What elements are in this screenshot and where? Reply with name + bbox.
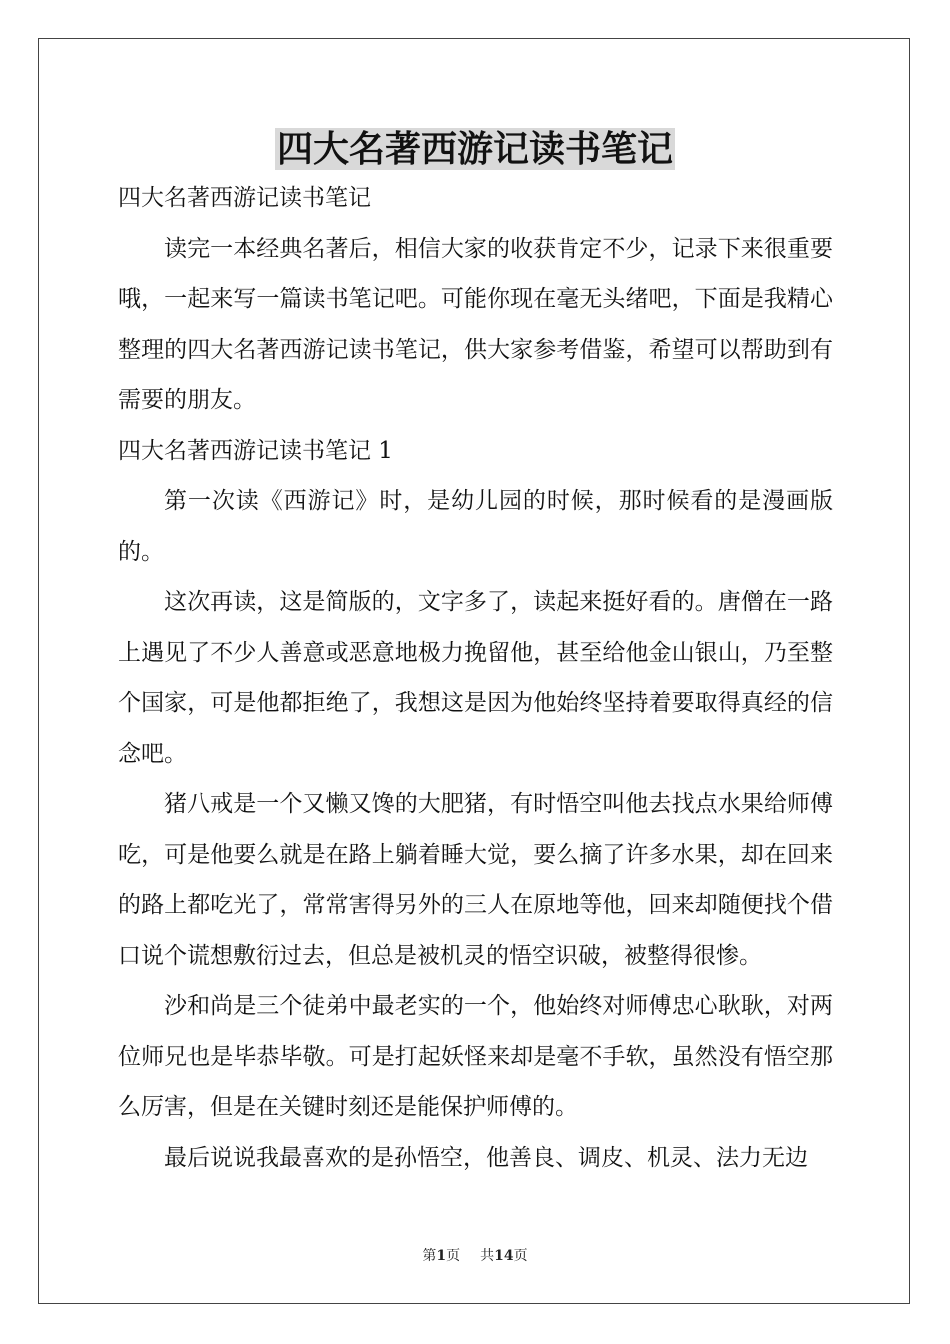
page-footer — [0, 1246, 950, 1266]
footer-page-prefix: 第 — [422, 1248, 437, 1264]
footer-page-suffix: 页 — [446, 1248, 461, 1264]
document-body — [118, 173, 833, 1183]
document-title-text: 四大名著西游记读书笔记 — [276, 128, 673, 170]
paragraph-subtitle: 四大名著西游记读书笔记 — [118, 185, 371, 211]
paragraph-sha-heshang: 沙和尚是三个徒弟中最老实的一个，他始终对师傅忠心耿耿，对两位师兄也是毕恭毕敬。可是打起妖怪来却是毫不手软，虽然没有悟空那么厉害，但是在关键时刻还是能保护师傅的。 — [118, 993, 833, 1120]
paragraph-zhu-bajie: 猪八戒是一个又懒又馋的大肥猪，有时悟空叫他去找点水果给师傅吃，可是他要么就是在路上躺着睡大觉，要么摘了许多水果，却在回来的路上都吃光了，常常害得另外的三人在原地等他，回来却随便找个借口说个谎想敷衍过去，但总是被机灵的悟空识破，被整得很惨。 — [118, 791, 833, 969]
paragraph-intro: 读完一本经典名著后，相信大家的收获肯定不少，记录下来很重要哦，一起来写一篇读书笔记吧。可能你现在毫无头绪吧，下面是我精心整理的四大名著西游记读书笔记，供大家参考借鉴，希望可以帮助到有需要的朋友。 — [118, 235, 833, 413]
footer-total-prefix: 共 — [480, 1248, 495, 1264]
paragraph-sun-wukong: 最后说说我最喜欢的是孙悟空，他善良、调皮、机灵、法力无边 — [164, 1144, 808, 1171]
footer-total-suffix: 页 — [513, 1248, 528, 1264]
document-title — [0, 124, 950, 174]
paragraph-first-read: 第一次读《西游记》时，是幼儿园的时候，那时候看的是漫画版的。 — [118, 488, 833, 565]
footer-page-number: 1 — [436, 1248, 447, 1264]
paragraph-section-heading: 四大名著西游记读书笔记 1 — [118, 437, 393, 464]
paragraph-tang-seng: 这次再读，这是简版的，文字多了，读起来挺好看的。唐僧在一路上遇见了不少人善意或恶意地极力挽留他，甚至给他金山银山，乃至整个国家，可是他都拒绝了，我想这是因为他始终坚持着要取得真经的信念吧。 — [118, 589, 833, 767]
footer-total-pages: 14 — [494, 1248, 514, 1264]
